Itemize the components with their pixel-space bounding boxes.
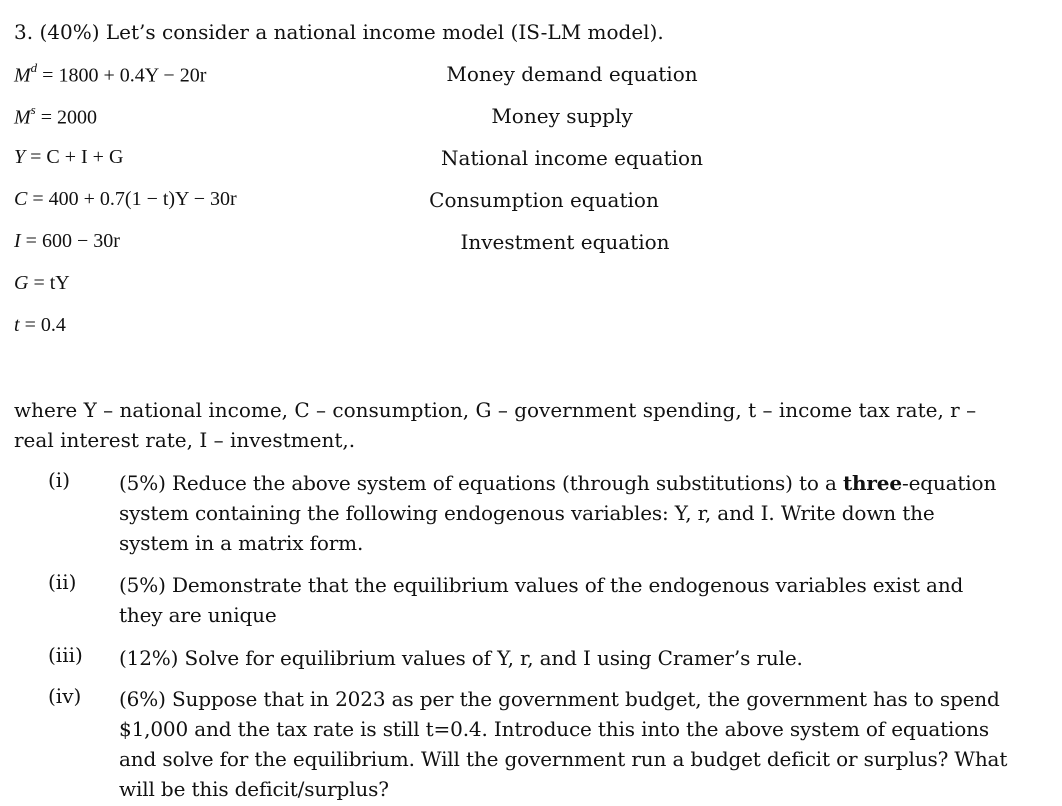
- part-emphasis: three: [842, 471, 902, 495]
- label-money-supply: Money supply: [491, 104, 633, 128]
- part-number: (i): [48, 468, 71, 492]
- eq-lhs: G: [14, 272, 29, 294]
- eq-rhs: = 0.4: [19, 314, 66, 336]
- equation-money-demand: [14, 62, 206, 88]
- part-text: (5%) Reduce the above system of equations (through substitutions) to a: [119, 471, 843, 495]
- equation-consumption: [14, 188, 237, 211]
- eq-rhs: = C + I + G: [25, 146, 124, 168]
- equation-tax-rate: [14, 314, 66, 337]
- variable-definitions: where Y – national income, C – consumption, G – government spending, t – income tax rate, r – real interest rate, I – investment,.: [14, 398, 977, 452]
- part-i-text: [119, 468, 1009, 558]
- part-number: (iii): [48, 643, 83, 667]
- part-number: (ii): [48, 570, 77, 594]
- eq-rhs: = 600 − 30r: [20, 230, 120, 252]
- equation-investment: [14, 230, 120, 253]
- eq-rhs: = 400 + 0.7(1 − t)Y − 30r: [27, 188, 237, 210]
- equation-money-supply: [14, 104, 97, 130]
- eq-lhs: M: [14, 106, 31, 129]
- eq-lhs: I: [14, 230, 21, 252]
- eq-lhs: Y: [14, 146, 26, 168]
- question-title: 3. (40%) Let’s consider a national income model (IS-LM model).: [14, 20, 664, 44]
- label-investment: Investment equation: [460, 230, 670, 254]
- part-ii-text: (5%) Demonstrate that the equilibrium values of the endogenous variables exist and they are unique: [119, 573, 964, 627]
- part-iii-text: (12%) Solve for equilibrium values of Y, r, and I using Cramer’s rule.: [119, 646, 803, 670]
- eq-lhs: t: [14, 314, 20, 336]
- part-text: -equation system containing the following endogenous variables: Y, r, and I. Write down the system in a matrix form.: [119, 471, 997, 555]
- eq-superscript: d: [30, 60, 38, 75]
- eq-superscript: s: [30, 102, 36, 117]
- part-iv-text: (6%) Suppose that in 2023 as per the government budget, the government has to spend $1,000 and the tax rate is still t=0.4. Introduce this into the above system of equations and solve for the equilibrium. Will the government run a budget deficit or surplus? What will be this deficit/surplus?: [119, 687, 1008, 801]
- eq-rhs: = 2000: [35, 106, 98, 129]
- label-money-demand: Money demand equation: [446, 62, 698, 86]
- eq-rhs: = tY: [28, 272, 70, 294]
- eq-lhs: M: [14, 64, 31, 87]
- label-national-income: National income equation: [441, 146, 703, 170]
- equation-government: [14, 272, 70, 295]
- part-number: (iv): [48, 684, 82, 708]
- eq-lhs: C: [14, 188, 28, 210]
- eq-rhs: = 1800 + 0.4Y − 20r: [37, 64, 207, 87]
- equation-national-income: [14, 146, 123, 169]
- label-consumption: Consumption equation: [429, 188, 659, 212]
